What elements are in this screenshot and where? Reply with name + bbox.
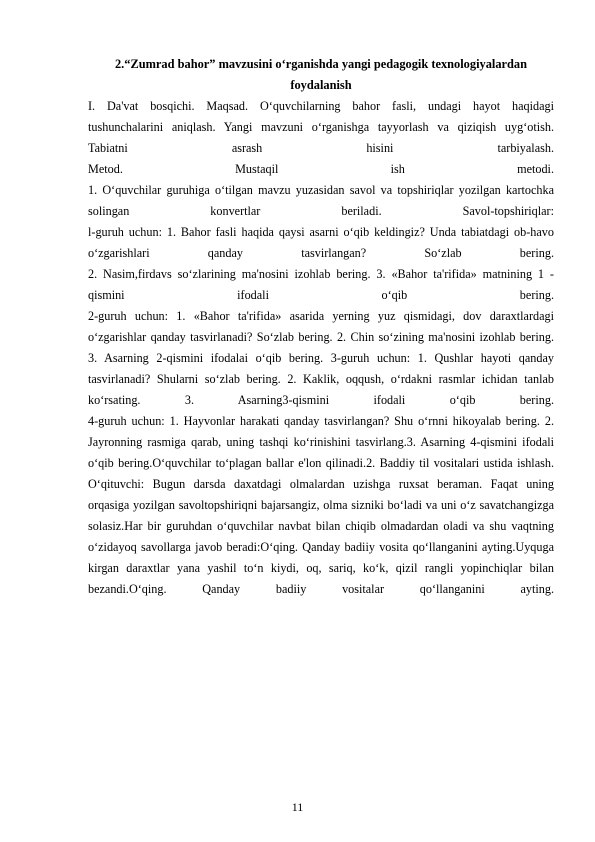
paragraph-group-1-cont: 2. Nasim,firdavs so‘zlarining ma'nosini izohlab bering. 3. «Bahor ta'rifida» matnining 1 -qismini ifodali o‘qib bering.	[88, 267, 554, 302]
paragraph-group-1: l-guruh uchun: 1. Bahor fasli haqida qaysi asarni o‘qib keldingiz? Unda tabiatdagi ob-havo o‘zgarishlari qanday tasvirlangan? So‘zlab bering.	[88, 225, 554, 260]
document-body	[88, 54, 554, 600]
paragraph-group-2-3: 2-guruh uchun: 1. «Bahor ta'rifida» asarida yerning yuz qismidagi, dov daraxtlardagi o‘zgarishlar qanday tasvirlanadi? So‘zlab bering. 2. Chin so‘zining ma'nosini izohlab bering. 3. Asarning 2-qismini ifodalai o‘qib bering. 3-guruh uchun: 1. Qushlar hayoti qanday tasvirlanadi? Shularni so‘zlab bering. 2. Kaklik, oqqush, o‘rdakni rasmlar ichidan tanlab ko‘rsating. 3. Asarning3-qismini ifodali o‘qib bering.	[88, 309, 554, 407]
paragraph-group-4: 4-guruh uchun: 1. Hayvonlar harakati qanday tasvirlangan? Shu o‘rnni hikoyalab bering. 2. Jayronning rasmiga qarab, uning tashqi ko‘rinishini tasvirlang.3. Asarning 4-qismini ifodali o‘qib bering.O‘quvchilar to‘plagan ballar e'lon qilinadi.2. Baddiy til vositalari ustida ishlash. O‘qituvchi: Bugun darsda daxatdagi olmalardan uzishga ruxsat beraman. Faqat uning orqasiga yozilgan savoltopshiriqni bajarsangiz, olma sizniki bo‘ladi va uni o‘z savatchangizga solasiz.Har bir guruhdan o‘quvchilar navbat bilan chiqib olmadardan oladi va shu vaqtning o‘zidayoq savollarga javob beradi:O‘qing. Qanday badiiy vosita qo‘llanganini ayting.Uyquga kirgan daraxtlar yana yashil to‘n kiydi, oq, sariq, ko‘k, qizil rangli yopinchiqlar bilan bezandi.O‘qing. Qanday badiiy vositalar qo‘llanganini ayting.	[88, 414, 554, 596]
paragraph-davat-stage: I. Da'vat bosqichi. Maqsad. O‘quvchilarning bahor fasli, undagi hayot haqidagi tushunchalarini aniqlash. Yangi mavzuni o‘rganishga tayyorlash va qiziqish uyg‘otish. Tabiatni asrash hisini tarbiyalash.	[88, 99, 554, 155]
paragraph-task-intro: 1. O‘quvchilar guruhiga o‘tilgan mavzu yuzasidan savol va topshiriqlar yozilgan kartochka solingan konvertlar beriladi. Savol-topshiriqlar:	[88, 183, 554, 218]
paragraph-method: Metod. Mustaqil ish metodi.	[88, 162, 554, 176]
document-title: 2.“Zumrad bahor” mavzusini o‘rganishda yangi pedagogik texnologiyalardan foydalanish	[114, 57, 528, 92]
page-number: 11	[291, 800, 304, 814]
